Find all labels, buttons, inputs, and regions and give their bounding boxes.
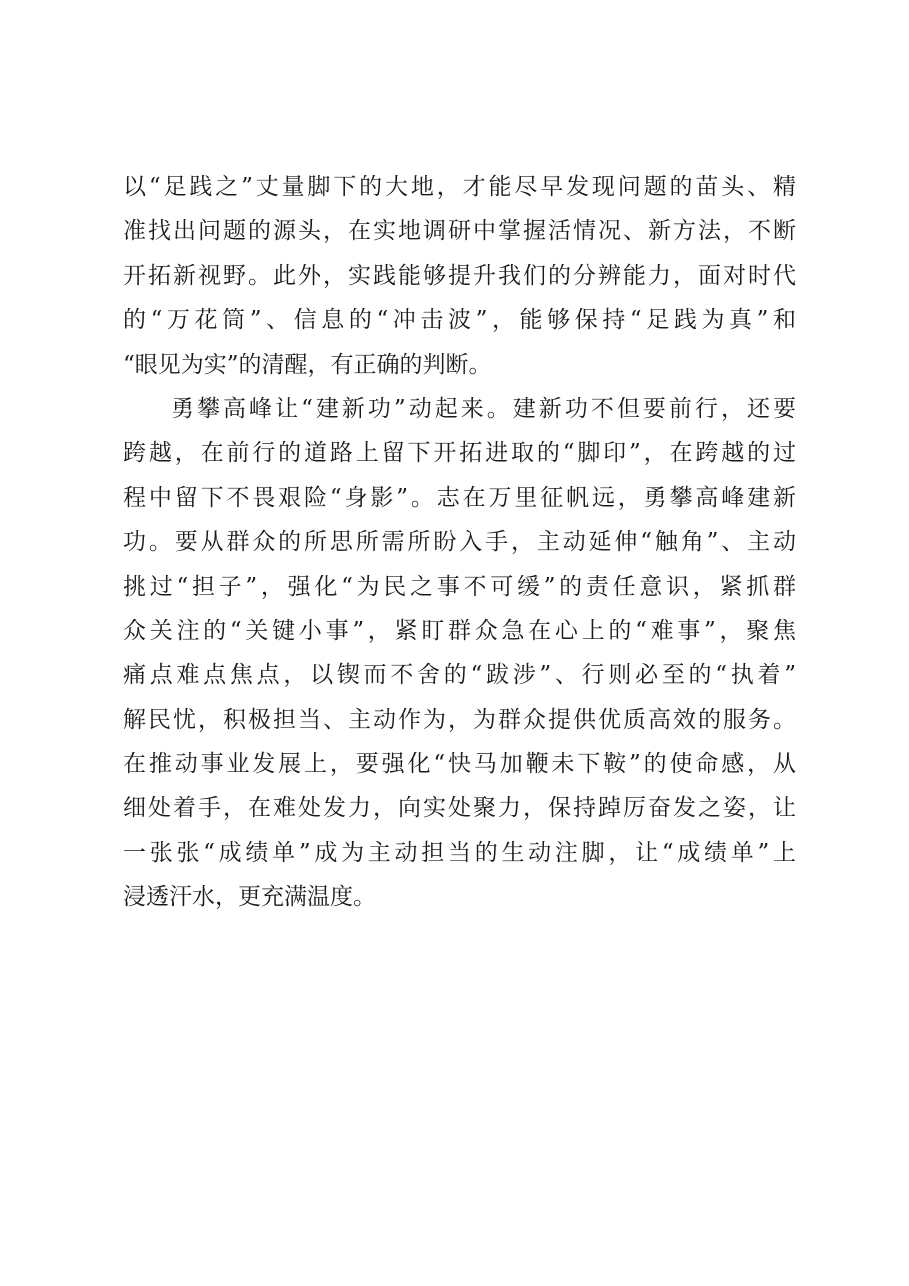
paragraph-line: “眼见为实”的清醒，有正确的判断。: [123, 351, 492, 378]
paragraph-line: 准找出问题的源头，在实地调研中掌握活情况、新方法，不断: [123, 218, 796, 245]
paragraph-line: 解民忧，积极担当、主动作为，为群众提供优质高效的服务。: [123, 706, 796, 733]
paragraph-line: 的“万花筒”、信息的“冲击波”，能够保持“足践为真”和: [123, 307, 796, 334]
paragraph-line: 在推动事业发展上，要强化“快马加鞭未下鞍”的使命感，从: [123, 751, 796, 778]
paragraph-line: 跨越，在前行的道路上留下开拓进取的“脚印”，在跨越的过: [123, 440, 796, 467]
paragraph-line: 功。要从群众的所思所需所盼入手，主动延伸“触角”、主动: [123, 529, 796, 556]
paragraph-line: 开拓新视野。此外，实践能够提升我们的分辨能力，面对时代: [123, 262, 796, 289]
paragraph-2: [123, 387, 803, 920]
paragraph-1: [123, 165, 803, 387]
paragraph-line: 以“足践之”丈量脚下的大地，才能尽早发现问题的苗头、精: [123, 174, 796, 200]
paragraph-line: 一张张“成绩单”成为主动担当的生动注脚，让“成绩单”上: [123, 839, 796, 866]
body-text: [123, 165, 803, 920]
paragraph-line: 浸透汗水，更充满温度。: [123, 884, 376, 911]
paragraph-line: 痛点难点焦点，以锲而不舍的“跋涉”、行则必至的“执着”: [123, 662, 796, 689]
paragraph-line: 众关注的“关键小事”，紧盯群众急在心上的“难事”，聚焦: [123, 617, 796, 644]
paragraph-line: 程中留下不畏艰险“身影”。志在万里征帆远，勇攀高峰建新: [123, 484, 796, 511]
paragraph-line: 挑过“担子”，强化“为民之事不可缓”的责任意识，紧抓群: [123, 573, 796, 600]
paragraph-line: 细处着手，在难处发力，向实处聚力，保持踔厉奋发之姿，让: [123, 795, 796, 822]
paragraph-line: 勇攀高峰让“建新功”动起来。建新功不但要前行，还要: [171, 395, 796, 422]
